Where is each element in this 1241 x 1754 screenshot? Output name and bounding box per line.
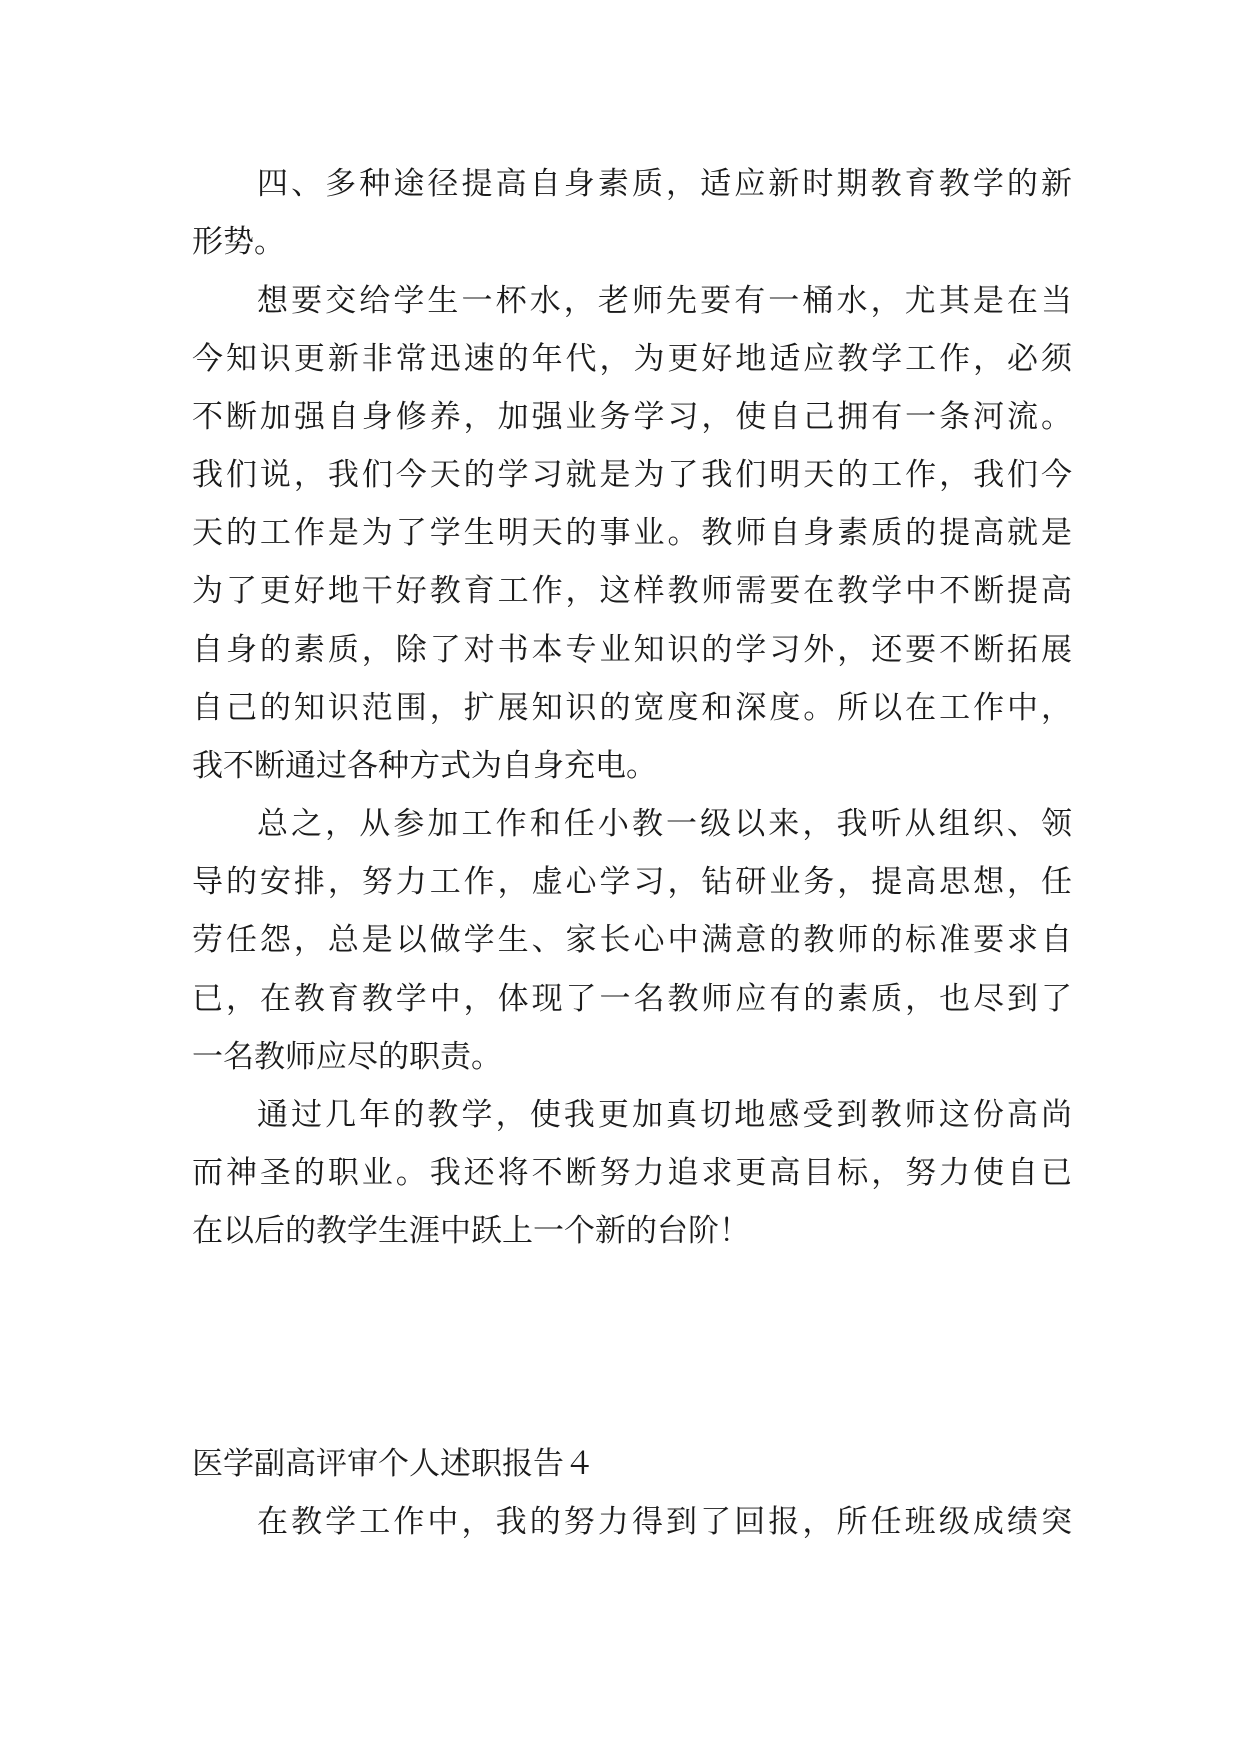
paragraph-line: 自己的知识范围，扩展知识的宽度和深度。所以在工作中， — [192, 690, 1072, 726]
paragraph-line: 为了更好地干好教育工作，这样教师需要在教学中不断提高 — [192, 573, 1072, 609]
paragraph-line: 总之，从参加工作和任小教一级以来，我听从组织、领 — [257, 806, 1072, 842]
paragraph-line: 劳任怨，总是以做学生、家长心中满意的教师的标准要求自 — [192, 922, 1072, 958]
paragraph-line: 在教学工作中，我的努力得到了回报，所任班级成绩突 — [257, 1504, 1072, 1540]
paragraph-line: 今知识更新非常迅速的年代，为更好地适应教学工作，必须 — [192, 341, 1072, 377]
paragraph-line: 形势。 — [192, 224, 285, 260]
paragraph-line: 天的工作是为了学生明天的事业。教师自身素质的提高就是 — [192, 515, 1072, 551]
paragraph-line: 不断加强自身修养，加强业务学习，使自己拥有一条河流。 — [192, 399, 1072, 435]
paragraph-line: 通过几年的教学，使我更加真切地感受到教师这份高尚 — [257, 1097, 1072, 1133]
paragraph-line: 已，在教育教学中，体现了一名教师应有的素质，也尽到了 — [192, 981, 1072, 1017]
paragraph-line: 在以后的教学生涯中跃上一个新的台阶！ — [192, 1213, 750, 1249]
paragraph-line: 而神圣的职业。我还将不断努力追求更高目标，努力使自已 — [192, 1155, 1072, 1191]
paragraph-line: 导的安排，努力工作，虚心学习，钻研业务，提高思想，任 — [192, 864, 1072, 900]
paragraph-line: 自身的素质，除了对书本专业知识的学习外，还要不断拓展 — [192, 632, 1072, 668]
paragraph-line: 想要交给学生一杯水，老师先要有一桶水，尤其是在当 — [257, 283, 1072, 319]
section-heading: 医学副高评审个人述职报告４ — [192, 1446, 595, 1482]
paragraph-line: 我不断通过各种方式为自身充电。 — [192, 748, 657, 784]
paragraph-line: 一名教师应尽的职责。 — [192, 1039, 502, 1075]
paragraph-line: 我们说，我们今天的学习就是为了我们明天的工作，我们今 — [192, 457, 1072, 493]
paragraph-line: 四、多种途径提高自身素质，适应新时期教育教学的新 — [257, 166, 1072, 202]
